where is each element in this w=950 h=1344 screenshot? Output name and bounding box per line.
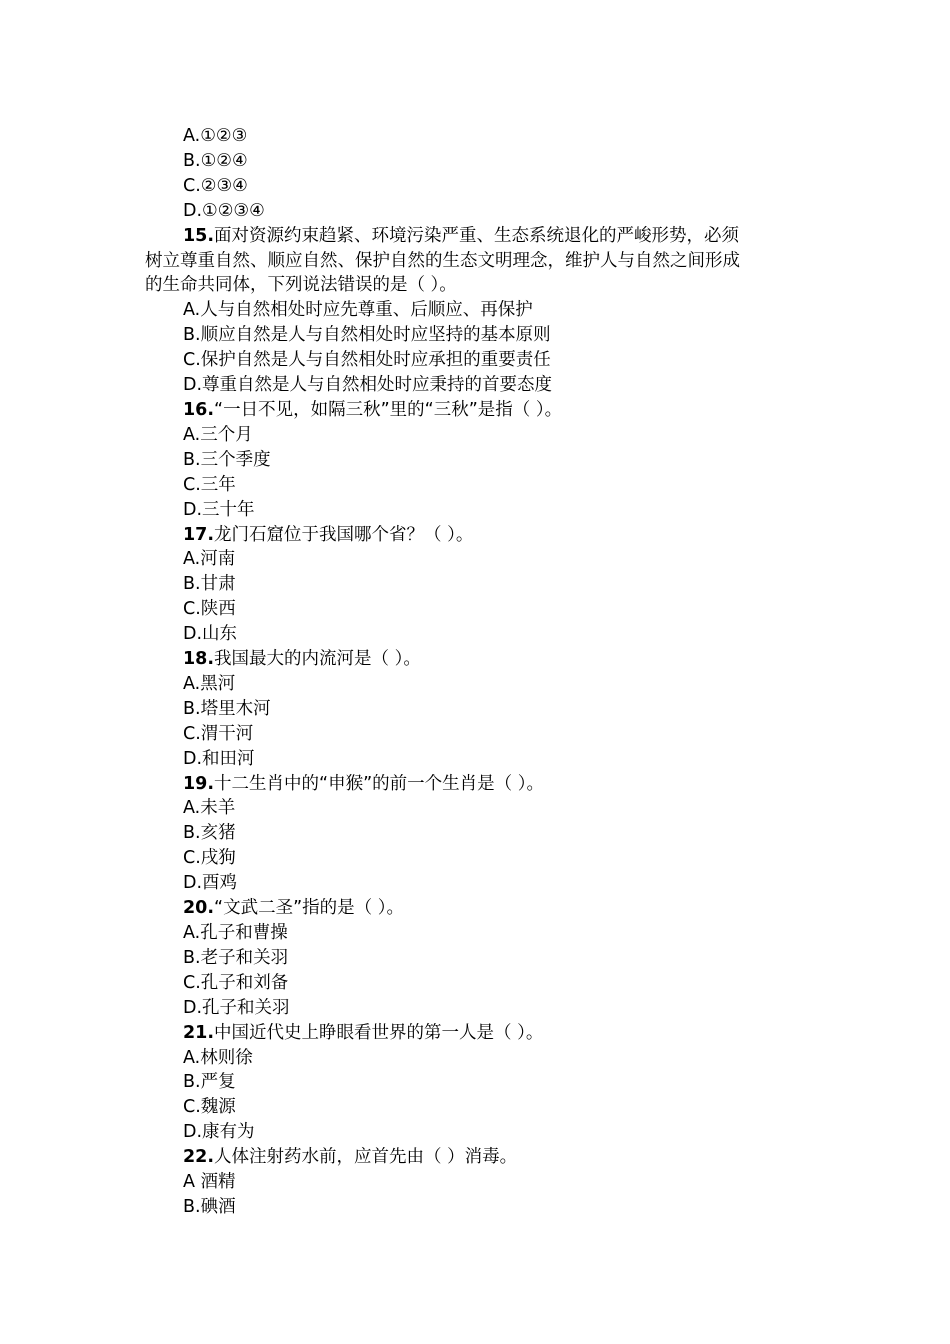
question-stem <box>145 1145 810 1170</box>
question-stem <box>145 1021 810 1046</box>
option-line: A.三个月 <box>183 424 253 445</box>
option-line: D.尊重自然是人与自然相处时应秉持的首要态度 <box>183 375 553 396</box>
option-line: D.①②③④ <box>183 200 265 221</box>
question-stem <box>145 647 810 672</box>
question-text: 面对资源约束趋紧、环境污染严重、生态系统退化的严峻形势，必须 <box>214 225 740 246</box>
option-line: D.酉鸡 <box>183 873 238 894</box>
option-line: B.老子和关羽 <box>183 947 289 968</box>
question-stem <box>145 224 810 249</box>
question-text: 中国近代史上睁眼看世界的第一人是（ ）。 <box>214 1022 544 1043</box>
question-number: 15. <box>183 225 215 246</box>
option-line: B.亥猪 <box>183 823 236 844</box>
option-line: B.严复 <box>183 1072 236 1093</box>
option-line: A.林则徐 <box>183 1047 253 1068</box>
option-line: B.碘酒 <box>183 1196 236 1217</box>
question-number: 19. <box>183 773 215 794</box>
option-line: A.人与自然相处时应先尊重、后顺应、再保护 <box>183 300 533 321</box>
question-stem <box>145 772 810 797</box>
option-line: C.三年 <box>183 474 236 495</box>
option-line: B.甘肃 <box>183 574 236 595</box>
question-text: 我国最大的内流河是（ ）。 <box>214 649 421 670</box>
option-line: B.①②④ <box>183 150 248 171</box>
question-text: 龙门石窟位于我国哪个省？（ ）。 <box>214 524 474 545</box>
question-number: 17. <box>183 524 215 545</box>
option-line: A.①②③ <box>183 126 248 146</box>
option-line: C.戌狗 <box>183 848 236 869</box>
option-line: D.和田河 <box>183 748 255 769</box>
question-stem <box>145 523 810 548</box>
option-line: D.孔子和关羽 <box>183 997 290 1018</box>
question-text-continued: 树立尊重自然、顺应自然、保护自然的生态文明理念，维护人与自然之间形成 <box>145 250 740 271</box>
question-number: 21. <box>183 1022 215 1043</box>
question-content <box>145 124 810 1220</box>
question-stem <box>145 398 810 423</box>
option-line: C.渭干河 <box>183 723 254 744</box>
question-number: 20. <box>183 898 215 919</box>
option-line: A.孔子和曹操 <box>183 923 288 943</box>
option-line: A 酒精 <box>183 1172 236 1193</box>
question-number: 16. <box>183 399 215 420</box>
option-line: D.三十年 <box>183 499 255 520</box>
option-line: C.魏源 <box>183 1097 236 1118</box>
option-line: C.保护自然是人与自然相处时应承担的重要责任 <box>183 350 551 371</box>
option-line: B.三个季度 <box>183 449 271 470</box>
option-line: A.未羊 <box>183 798 236 819</box>
question-text: 十二生肖中的“申猴”的前一个生肖是（ ）。 <box>214 773 544 794</box>
question-text: 人体注射药水前，应首先由（ ）消毒。 <box>214 1147 518 1168</box>
question-text: “一日不见，如隔三秋”里的“三秋”是指（ ）。 <box>214 399 563 420</box>
question-text-continued: 的生命共同体，下列说法错误的是（ ）。 <box>145 275 457 296</box>
option-line: D.山东 <box>183 624 238 645</box>
option-line: A.黑河 <box>183 673 236 694</box>
option-line: B.顺应自然是人与自然相处时应坚持的基本原则 <box>183 325 551 346</box>
option-line: B.塔里木河 <box>183 698 271 719</box>
question-text: “文武二圣”指的是（ ）。 <box>214 898 404 919</box>
question-number: 22. <box>183 1147 215 1168</box>
option-line: D.康有为 <box>183 1122 255 1143</box>
option-line: C.孔子和刘备 <box>183 972 289 993</box>
option-line: C.②③④ <box>183 175 248 196</box>
question-number: 18. <box>183 649 215 670</box>
option-line: A.河南 <box>183 549 236 570</box>
question-stem <box>145 896 810 921</box>
option-line: C.陕西 <box>183 599 236 620</box>
